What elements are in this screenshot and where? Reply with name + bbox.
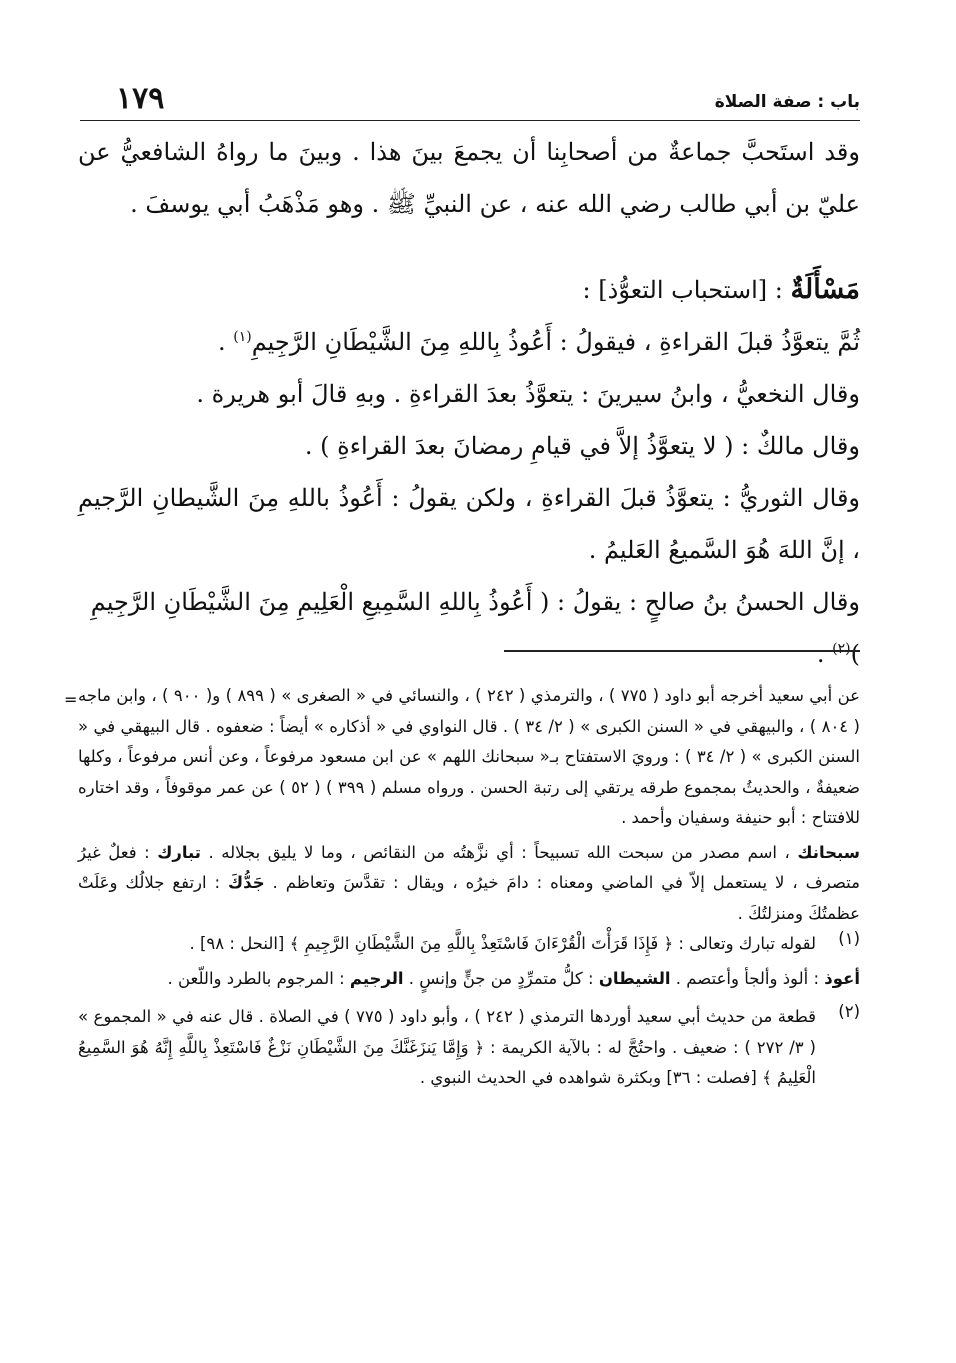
term-aoudh: أعوذ — [824, 968, 860, 988]
footnote-2 — [78, 1002, 860, 1094]
footnote-ref-2[interactable]: (٢) — [832, 641, 851, 657]
term-shaytan: الشيطان — [598, 968, 671, 988]
footnote-1-number: (١) — [838, 929, 860, 948]
footnote-ref-1[interactable]: (١) — [233, 329, 252, 345]
paragraph-5-end: . — [816, 640, 833, 668]
continuation-marker: = — [64, 690, 78, 709]
footnote-continuation-1: عن أبي سعيد أخرجه أبو داود ( ٧٧٥ ) ، والترمذي ( ٢٤٢ ) ، والنسائي في « الصغرى » ( ٨٩٩ ) و( ٩٠٠ ) ، وابن ماجه ( ٨٠٤ ) ، والبيهقي في « السنن الكبرى » ( ٢/ ٣٤ ) . قال النواوي في « أذكاره » أيضاً : ضعفوه . قال البيهقي في « السنن الكبرى » ( ٢/ ٣٤ ) : ورويَ الاستفتاح بـ« سبحانك اللهم » عن ابن مسعود مرفوعاً ، وعن أنس مرفوعاً ، وكلها ضعيفةٌ ، والحديثُ بمجموع طرقه يرتقي إلى رتبة الحسن . ورواه مسلم ( ٣٩٩ ) ( ٥٢ ) عن عمر موقوفاً ، وقد اختاره للافتتاح : أبو حنيفة وسفيان وأحمد . — [78, 686, 861, 827]
main-text — [78, 126, 860, 680]
footnote-separator — [504, 650, 860, 652]
paragraph-1 — [78, 316, 860, 368]
page-header — [80, 72, 860, 121]
term-rajim: الرجيم — [349, 968, 404, 988]
footnotes-section — [78, 681, 860, 1094]
paragraph-3: وقال مالكٌ : ( لا يتعوَّذُ إلاَّ في قيامِ رمضانَ بعدَ القراءةِ ) . — [304, 432, 860, 460]
term-shaytan-def: : كلُّ متمرِّدٍ من جنٍّ وإنسٍ . — [403, 968, 599, 988]
paragraph-1-end: . — [217, 328, 234, 356]
footnote-1-text: لقوله تبارك وتعالى : ﴿ فَإِذَا قَرَأْتَ الْقُرْءَانَ فَاسْتَعِذْ بِاللَّهِ مِنَ الشَّيْطَانِ الرَّجِيمِ ﴾ [النحل : ٩٨] . — [189, 934, 816, 953]
chapter-title: باب : صفة الصلاة — [714, 92, 860, 112]
footnote-1-glossary — [78, 964, 860, 995]
term-aoudh-def: : ألوذ وألجأ وأعتصم . — [670, 968, 825, 988]
footnote-continuation-2 — [78, 838, 860, 930]
term-tabarak: تبارك — [157, 842, 201, 862]
masala-word: مَسْأَلَةٌ — [790, 274, 860, 305]
term-jadduk-def: : ارتفع جلالُك وعَلَتْ عظمتُكَ ومنزلتُكَ . — [78, 873, 860, 923]
paragraph-2: وقال النخعيُّ ، وابنُ سيرينَ : يتعوَّذُ بعدَ القراءةِ . وبهِ قالَ أبو هريرة . — [196, 380, 860, 408]
term-rajim-def: : المرجوم بالطرد واللّعن . — [167, 968, 350, 988]
term-subhanak-def: ، اسم مصدر من سبحت الله تسبيحاً : أي نزَّهتُه من النقائص ، وما لا يليق بجلاله . — [200, 842, 798, 862]
term-tabarak-def: : فعلٌ غيرُ متصرف ، لا يستعمل إلاّ في الماضي ومعناه : دامَ خيرُه ، ويقال : تقدَّسَ وتعاظم . — [78, 842, 860, 892]
paragraph-1-text: ثُمَّ يتعوَّذُ قبلَ القراءةِ ، فيقولُ : أَعُوذُ بِاللهِ مِنَ الشَّيْطَانِ الرَّجِيمِ — [251, 328, 860, 356]
footnote-2-number: (٢) — [838, 1002, 860, 1021]
intro-paragraph: وقد استَحبَّ جماعةٌ من أصحابِنا أن يجمعَ بينَ هذا . وبينَ ما رواهُ الشافعيُّ عن عليّ بن أبي طالب رضي الله عنه ، عن النبيِّ ﷺ . وهو مَذْهَبُ أبي يوسفَ . — [78, 138, 860, 218]
paragraph-5-text: وقال الحسنُ بنُ صالحٍ : يقولُ : ( أَعُوذُ بِاللهِ السَّمِيعِ الْعَلِيمِ مِنَ الشَّيْطَانِ الرَّجِيمِ ) — [90, 588, 860, 668]
page-number: ١٧٩ — [116, 81, 165, 116]
masala-subtitle: : [استحباب التعوُّذ] : — [582, 276, 791, 304]
paragraph-5 — [78, 576, 860, 680]
term-jadduk: جَدُّكَ — [228, 873, 265, 892]
footnote-1 — [78, 929, 860, 960]
paragraph-4: وقال الثوريُّ : يتعوَّذُ قبلَ القراءةِ ، ولكن يقولُ : أَعُوذُ باللهِ مِنَ الشَّيطانِ الرَّجيمِ ، إنَّ اللهَ هُوَ السَّميعُ العَليمُ . — [78, 484, 860, 564]
footnote-2-text: قطعة من حديث أبي سعيد أوردها الترمذي ( ٢٤٢ ) ، وأبو داود ( ٧٧٥ ) في الصلاة . قال عنه في « المجموع » ( ٣/ ٢٧٢ ) : ضعيف . واحتُجَّ له : بالآية الكريمة : ﴿ وَإِمَّا يَنزَغَنَّكَ مِنَ الشَّيْطَانِ نَزْغٌ فَاسْتَعِذْ بِاللَّهِ إِنَّهُ هُوَ السَّمِيعُ الْعَلِيمُ ﴾ [فصلت : ٣٦] وبكثرة شواهده في الحديث النبوي . — [78, 1007, 817, 1087]
term-subhanak: سبحانك — [797, 842, 860, 862]
masala-heading — [78, 264, 860, 316]
